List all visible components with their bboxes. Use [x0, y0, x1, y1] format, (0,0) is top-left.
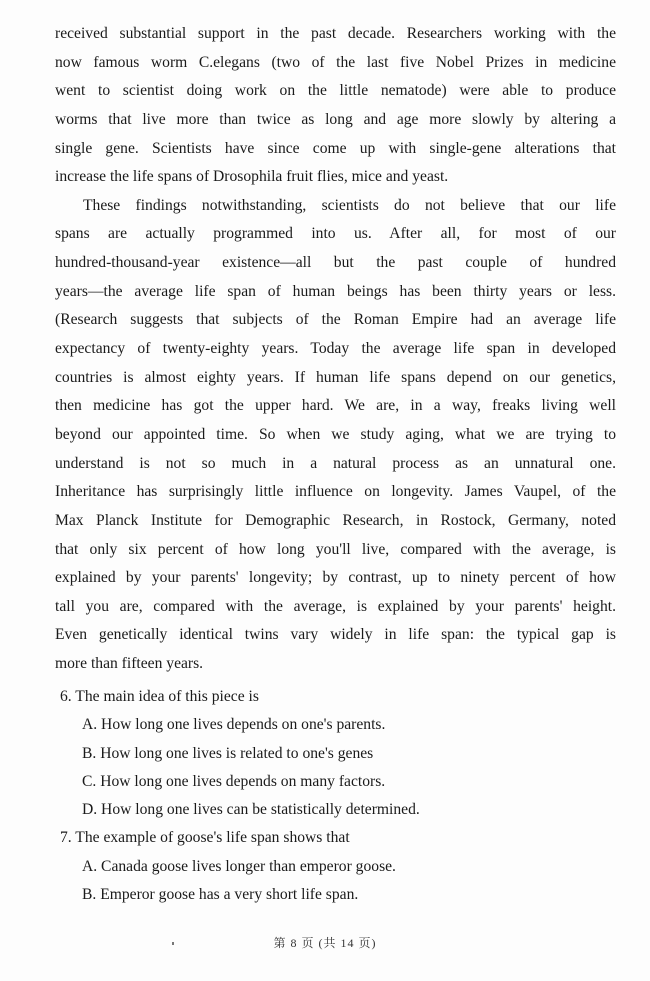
answer-option: B. How long one lives is related to one's genes: [82, 744, 374, 762]
passage-line: countries is almost eighty years. If human life spans depend on our genetics,: [55, 368, 616, 386]
passage-line: received substantial support in the past decade. Researchers working with the: [55, 25, 616, 42]
passage-line: beyond our appointed time. So when we study aging, what we are trying to: [55, 425, 616, 443]
question-stem: 7. The example of goose's life span shows that: [60, 829, 350, 847]
passage-line: (Research suggests that subjects of the Roman Empire had an average life: [55, 311, 616, 329]
passage-line: explained by your parents' longevity; by contrast, up to ninety percent of how: [55, 569, 616, 587]
answer-option: D. How long one lives can be statistically determined.: [82, 801, 420, 819]
passage-line: hundred-thousand-year existence—all but the past couple of hundred: [55, 254, 616, 272]
passage: [55, 20, 616, 679]
passage-line: tall you are, compared with the average, is explained by your parents' height.: [55, 597, 616, 615]
passage-line: These findings notwithstanding, scientists do not believe that our life: [83, 196, 616, 214]
passage-line: increase the life spans of Drosophila fruit flies, mice and yeast.: [55, 168, 449, 186]
passage-line: went to scientist doing work on the little nematode) were able to produce: [55, 82, 616, 100]
passage-line: now famous worm C.elegans (two of the last five Nobel Prizes in medicine: [55, 53, 616, 71]
passage-line: more than fifteen years.: [55, 655, 204, 673]
passage-line: expectancy of twenty-eighty years. Today the average life span in developed: [55, 340, 616, 358]
passage-line: then medicine has got the upper hard. We are, in a way, freaks living well: [55, 397, 616, 415]
passage-line: Even genetically identical twins vary widely in life span: the typical gap is: [55, 626, 616, 644]
passage-line: spans are actually programmed into us. After all, for most of our: [55, 225, 616, 243]
passage-line: Inheritance has surprisingly little influence on longevity. James Vaupel, of the: [55, 483, 616, 501]
page-number: 第 8 页 (共 14 页): [273, 936, 377, 950]
passage-line: that only six percent of how long you'll live, compared with the average, is: [55, 540, 616, 558]
answer-option: A. How long one lives depends on one's parents.: [82, 716, 386, 734]
answer-option: A. Canada goose lives longer than emperor goose.: [82, 857, 396, 875]
question-stem: 6. The main idea of this piece is: [60, 688, 259, 705]
passage-line: worms that live more than twice as long and age more slowly by altering a: [55, 110, 616, 128]
passage-line: Max Planck Institute for Demographic Research, in Rostock, Germany, noted: [55, 511, 616, 529]
questions: [60, 683, 620, 909]
passage-line: years—the average life span of human beings has been thirty years or less.: [55, 282, 616, 300]
passage-line: understand is not so much in a natural process as an unnatural one.: [55, 454, 616, 472]
answer-option: B. Emperor goose has a very short life span.: [82, 886, 359, 904]
passage-line: single gene. Scientists have since come up with single-gene alterations that: [55, 139, 616, 157]
answer-option: C. How long one lives depends on many factors.: [82, 772, 386, 790]
